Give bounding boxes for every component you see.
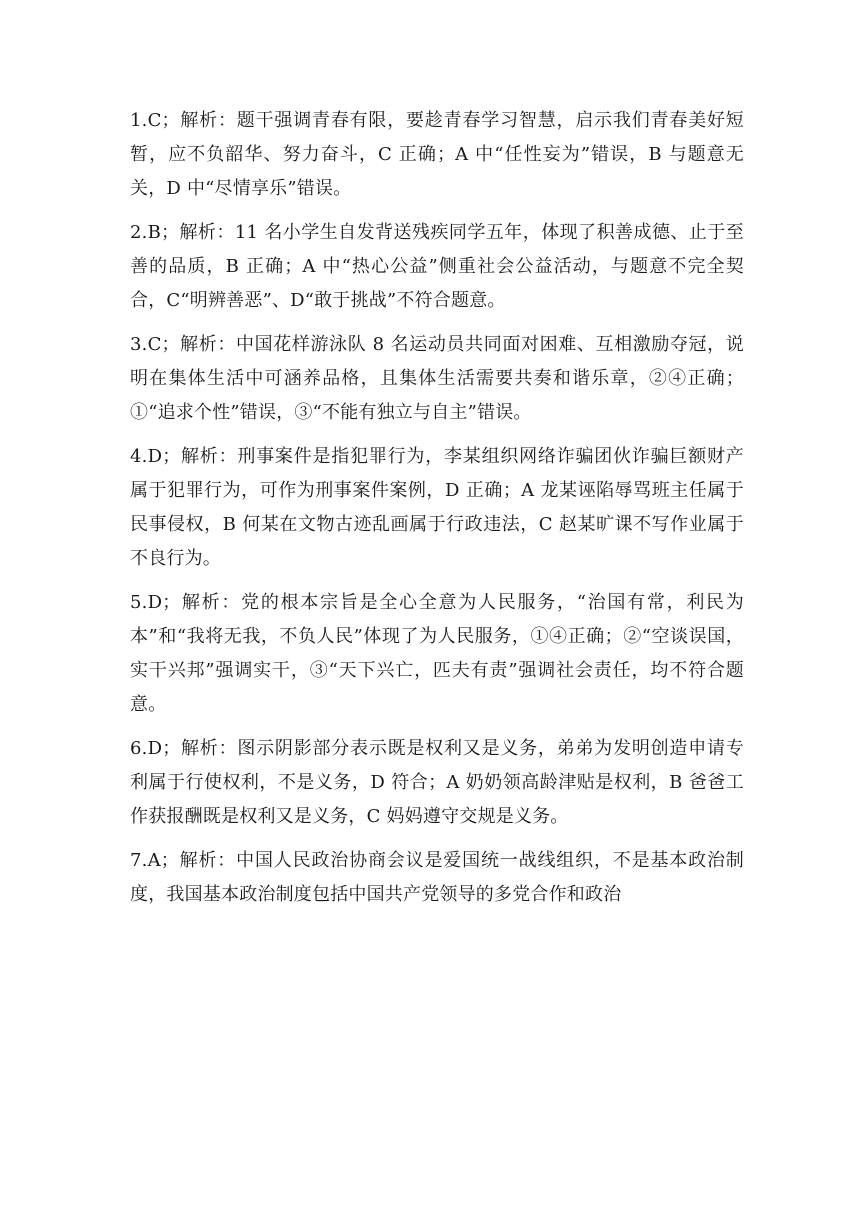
answer-item-5: 5.D；解析：党的根本宗旨是全心全意为人民服务，“治国有常，利民为本”和“我将无我，不负人民”体现了为人民服务，①④正确；②“空谈误国，实干兴邦”强调实干，③“天下兴亡，匹夫有责”强调社会责任，均不符合题意。 [130, 592, 744, 715]
answer-item-2: 2.B；解析：11 名小学生自发背送残疾同学五年，体现了积善成德、止于至善的品质，B 正确；A 中“热心公益”侧重社会公益活动，与题意不完全契合，C“明辨善恶”、D“敢于挑战”不符合题意。 [130, 222, 744, 311]
answer-item-6: 6.D；解析：图示阴影部分表示既是权利又是义务，弟弟为发明创造申请专利属于行使权利，不是义务，D 符合；A 奶奶领高龄津贴是权利，B 爸爸工作获报酬既是权利又是义务，C 妈妈遵守交规是义务。 [130, 738, 744, 827]
answer-item-3: 3.C；解析：中国花样游泳队 8 名运动员共同面对困难、互相激励夺冠，说明在集体生活中可涵养品格，且集体生活需要共奏和谐乐章，②④正确；①“追求个性”错误，③“不能有独立与自主”错误。 [130, 334, 744, 423]
answer-item-4: 4.D；解析：刑事案件是指犯罪行为，李某组织网络诈骗团伙诈骗巨额财产属于犯罪行为，可作为刑事案件案例，D 正确；A 龙某诬陷辱骂班主任属于民事侵权，B 何某在文物古迹乱画属于行政违法，C 赵某旷课不写作业属于不良行为。 [130, 446, 744, 569]
answer-item-7: 7.A；解析：中国人民政治协商会议是爱国统一战线组织，不是基本政治制度，我国基本政治制度包括中国共产党领导的多党合作和政治 [130, 850, 744, 905]
answer-document [130, 104, 744, 922]
answer-item-1: 1.C；解析：题干强调青春有限，要趁青春学习智慧，启示我们青春美好短暂，应不负韶华、努力奋斗，C 正确；A 中“任性妄为”错误，B 与题意无关，D 中“尽情享乐”错误。 [130, 110, 744, 199]
